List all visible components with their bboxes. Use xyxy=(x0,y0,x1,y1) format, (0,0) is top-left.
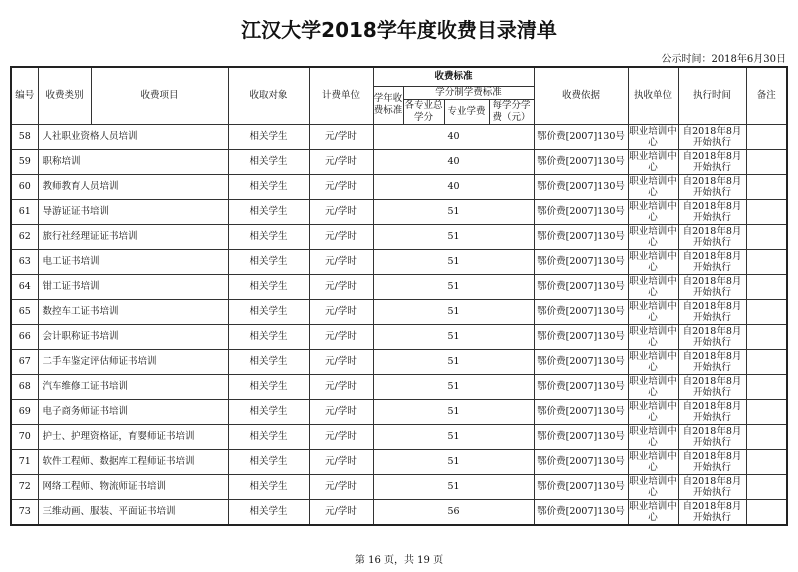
row-item: 钳工证书培训 xyxy=(38,274,228,299)
row-exec-time: 自2018年8月开始执行 xyxy=(678,174,746,199)
row-target: 相关学生 xyxy=(228,249,309,274)
row-exec-time: 自2018年8月开始执行 xyxy=(678,199,746,224)
header-no: 编号 xyxy=(11,67,38,124)
row-item: 网络工程师、物流师证书培训 xyxy=(38,474,228,499)
row-collector: 职业培训中心 xyxy=(629,250,677,273)
header-collector: 执收单位 xyxy=(628,67,678,124)
row-remark xyxy=(746,249,787,274)
row-fee-value: 40 xyxy=(373,174,534,199)
row-collector: 职业培训中心 xyxy=(629,150,677,173)
row-unit: 元/学时 xyxy=(309,349,373,374)
row-remark xyxy=(746,199,787,224)
table-row xyxy=(11,449,787,474)
row-no: 66 xyxy=(11,324,38,349)
header-total-credits: 各专业总学分 xyxy=(404,99,443,123)
row-basis: 鄂价费[2007]130号 xyxy=(534,399,628,424)
row-target: 相关学生 xyxy=(228,199,309,224)
fee-table xyxy=(10,66,788,526)
table-row xyxy=(11,199,787,224)
row-collector: 职业培训中心 xyxy=(629,500,677,523)
row-remark xyxy=(746,149,787,174)
row-target: 相关学生 xyxy=(228,124,309,149)
row-no: 73 xyxy=(11,499,38,525)
row-collector: 职业培训中心 xyxy=(629,275,677,298)
row-basis: 鄂价费[2007]130号 xyxy=(534,199,628,224)
header-basis: 收费依据 xyxy=(534,67,628,124)
header-item: 收费项目 xyxy=(91,67,228,124)
row-item: 三维动画、服装、平面证书培训 xyxy=(38,499,228,525)
page-footer: 第 16 页，共 19 页 xyxy=(354,555,444,566)
row-exec-time: 自2018年8月开始执行 xyxy=(678,149,746,174)
row-fee-value: 51 xyxy=(373,249,534,274)
row-remark xyxy=(746,399,787,424)
table-row xyxy=(11,474,787,499)
row-item: 数控车工证书培训 xyxy=(38,299,228,324)
row-unit: 元/学时 xyxy=(309,499,373,525)
row-collector: 职业培训中心 xyxy=(629,325,677,348)
row-unit: 元/学时 xyxy=(309,249,373,274)
row-remark xyxy=(746,499,787,525)
row-unit: 元/学时 xyxy=(309,224,373,249)
row-target: 相关学生 xyxy=(228,449,309,474)
row-collector: 职业培训中心 xyxy=(629,200,677,223)
table-row xyxy=(11,374,787,399)
table-row xyxy=(11,149,787,174)
row-fee-value: 51 xyxy=(373,324,534,349)
row-target: 相关学生 xyxy=(228,474,309,499)
row-item: 软件工程师、数据库工程师证书培训 xyxy=(38,449,228,474)
row-fee-value: 51 xyxy=(373,424,534,449)
table-row xyxy=(11,299,787,324)
row-target: 相关学生 xyxy=(228,174,309,199)
row-no: 67 xyxy=(11,349,38,374)
row-item: 会计职称证书培训 xyxy=(38,324,228,349)
row-item: 职称培训 xyxy=(38,149,228,174)
row-basis: 鄂价费[2007]130号 xyxy=(534,274,628,299)
row-target: 相关学生 xyxy=(228,399,309,424)
row-basis: 鄂价费[2007]130号 xyxy=(534,499,628,525)
row-no: 60 xyxy=(11,174,38,199)
row-target: 相关学生 xyxy=(228,149,309,174)
row-fee-value: 51 xyxy=(373,449,534,474)
row-item: 人社职业资格人员培训 xyxy=(38,124,228,149)
row-exec-time: 自2018年8月开始执行 xyxy=(678,124,746,149)
header-exec-time: 执行时间 xyxy=(678,67,746,124)
row-exec-time: 自2018年8月开始执行 xyxy=(678,499,746,525)
row-item: 护士、护理资格证，育婴师证书培训 xyxy=(38,424,228,449)
row-fee-value: 51 xyxy=(373,474,534,499)
row-item: 导游证证书培训 xyxy=(38,199,228,224)
row-basis: 鄂价费[2007]130号 xyxy=(534,374,628,399)
row-item: 电子商务师证书培训 xyxy=(38,399,228,424)
row-unit: 元/学时 xyxy=(309,324,373,349)
row-item: 旅行社经理证证书培训 xyxy=(38,224,228,249)
row-remark xyxy=(746,474,787,499)
row-target: 相关学生 xyxy=(228,499,309,525)
row-remark xyxy=(746,424,787,449)
row-collector: 职业培训中心 xyxy=(629,450,677,473)
row-exec-time: 自2018年8月开始执行 xyxy=(678,299,746,324)
row-basis: 鄂价费[2007]130号 xyxy=(534,124,628,149)
row-remark xyxy=(746,324,787,349)
row-basis: 鄂价费[2007]130号 xyxy=(534,324,628,349)
header-annual: 学年收费标准 xyxy=(373,86,403,124)
row-target: 相关学生 xyxy=(228,274,309,299)
row-collector: 职业培训中心 xyxy=(629,175,677,198)
row-exec-time: 自2018年8月开始执行 xyxy=(678,249,746,274)
row-target: 相关学生 xyxy=(228,324,309,349)
table-row xyxy=(11,224,787,249)
row-exec-time: 自2018年8月开始执行 xyxy=(678,399,746,424)
header-remark: 备注 xyxy=(746,67,787,124)
header-credit-system: 学分制学费标准 xyxy=(403,86,534,99)
row-exec-time: 自2018年8月开始执行 xyxy=(678,474,746,499)
row-unit: 元/学时 xyxy=(309,299,373,324)
row-no: 58 xyxy=(11,124,38,149)
row-target: 相关学生 xyxy=(228,424,309,449)
row-basis: 鄂价费[2007]130号 xyxy=(534,349,628,374)
row-remark xyxy=(746,174,787,199)
row-target: 相关学生 xyxy=(228,299,309,324)
publish-date: 公示时间：2018年6月30日 xyxy=(661,54,786,65)
row-unit: 元/学时 xyxy=(309,274,373,299)
row-target: 相关学生 xyxy=(228,349,309,374)
row-no: 70 xyxy=(11,424,38,449)
row-no: 63 xyxy=(11,249,38,274)
row-item: 汽车维修工证书培训 xyxy=(38,374,228,399)
row-item: 电工证书培训 xyxy=(38,249,228,274)
header-standard: 收费标准 xyxy=(373,67,534,86)
row-target: 相关学生 xyxy=(228,224,309,249)
row-collector: 职业培训中心 xyxy=(629,350,677,373)
row-basis: 鄂价费[2007]130号 xyxy=(534,149,628,174)
row-no: 68 xyxy=(11,374,38,399)
table-row xyxy=(11,124,787,149)
row-remark xyxy=(746,374,787,399)
row-exec-time: 自2018年8月开始执行 xyxy=(678,274,746,299)
row-basis: 鄂价费[2007]130号 xyxy=(534,424,628,449)
row-unit: 元/学时 xyxy=(309,399,373,424)
header-category: 收费类别 xyxy=(38,67,91,124)
row-exec-time: 自2018年8月开始执行 xyxy=(678,374,746,399)
row-remark xyxy=(746,449,787,474)
table-row xyxy=(11,324,787,349)
row-fee-value: 51 xyxy=(373,349,534,374)
row-remark xyxy=(746,274,787,299)
row-no: 72 xyxy=(11,474,38,499)
row-target: 相关学生 xyxy=(228,374,309,399)
row-item: 教师教育人员培训 xyxy=(38,174,228,199)
row-exec-time: 自2018年8月开始执行 xyxy=(678,424,746,449)
row-exec-time: 自2018年8月开始执行 xyxy=(678,324,746,349)
row-fee-value: 56 xyxy=(373,499,534,525)
row-collector: 职业培训中心 xyxy=(629,125,677,148)
row-remark xyxy=(746,299,787,324)
row-basis: 鄂价费[2007]130号 xyxy=(534,474,628,499)
row-no: 62 xyxy=(11,224,38,249)
table-row xyxy=(11,399,787,424)
row-collector: 职业培训中心 xyxy=(629,425,677,448)
row-remark xyxy=(746,124,787,149)
row-exec-time: 自2018年8月开始执行 xyxy=(678,349,746,374)
row-remark xyxy=(746,224,787,249)
row-unit: 元/学时 xyxy=(309,374,373,399)
header-per-credit: 每学分学费（元） xyxy=(489,99,534,124)
row-no: 71 xyxy=(11,449,38,474)
row-fee-value: 51 xyxy=(373,399,534,424)
table-row xyxy=(11,424,787,449)
header-target: 收取对象 xyxy=(228,67,309,124)
row-fee-value: 40 xyxy=(373,149,534,174)
header-unit: 计费单位 xyxy=(309,67,373,124)
row-basis: 鄂价费[2007]130号 xyxy=(534,249,628,274)
row-fee-value: 40 xyxy=(373,124,534,149)
row-unit: 元/学时 xyxy=(309,474,373,499)
page-title: 江汉大学2018学年度收费目录清单 xyxy=(241,18,557,42)
header-major-fee: 专业学费 xyxy=(444,99,489,124)
row-collector: 职业培训中心 xyxy=(629,300,677,323)
row-no: 64 xyxy=(11,274,38,299)
table-row xyxy=(11,499,787,525)
table-row xyxy=(11,349,787,374)
row-no: 61 xyxy=(11,199,38,224)
row-remark xyxy=(746,349,787,374)
row-fee-value: 51 xyxy=(373,374,534,399)
row-basis: 鄂价费[2007]130号 xyxy=(534,449,628,474)
row-unit: 元/学时 xyxy=(309,174,373,199)
row-no: 65 xyxy=(11,299,38,324)
row-exec-time: 自2018年8月开始执行 xyxy=(678,224,746,249)
table-row xyxy=(11,249,787,274)
row-unit: 元/学时 xyxy=(309,124,373,149)
row-unit: 元/学时 xyxy=(309,424,373,449)
row-basis: 鄂价费[2007]130号 xyxy=(534,299,628,324)
row-fee-value: 51 xyxy=(373,274,534,299)
table-row xyxy=(11,174,787,199)
row-unit: 元/学时 xyxy=(309,449,373,474)
row-no: 59 xyxy=(11,149,38,174)
row-unit: 元/学时 xyxy=(309,199,373,224)
row-collector: 职业培训中心 xyxy=(629,375,677,398)
row-unit: 元/学时 xyxy=(309,149,373,174)
row-no: 69 xyxy=(11,399,38,424)
row-item: 二手车鉴定评估师证书培训 xyxy=(38,349,228,374)
row-basis: 鄂价费[2007]130号 xyxy=(534,224,628,249)
row-basis: 鄂价费[2007]130号 xyxy=(534,174,628,199)
row-fee-value: 51 xyxy=(373,224,534,249)
row-fee-value: 51 xyxy=(373,199,534,224)
row-collector: 职业培训中心 xyxy=(629,400,677,423)
table-row xyxy=(11,274,787,299)
row-fee-value: 51 xyxy=(373,299,534,324)
row-collector: 职业培训中心 xyxy=(629,225,677,248)
row-exec-time: 自2018年8月开始执行 xyxy=(678,449,746,474)
row-collector: 职业培训中心 xyxy=(629,475,677,498)
